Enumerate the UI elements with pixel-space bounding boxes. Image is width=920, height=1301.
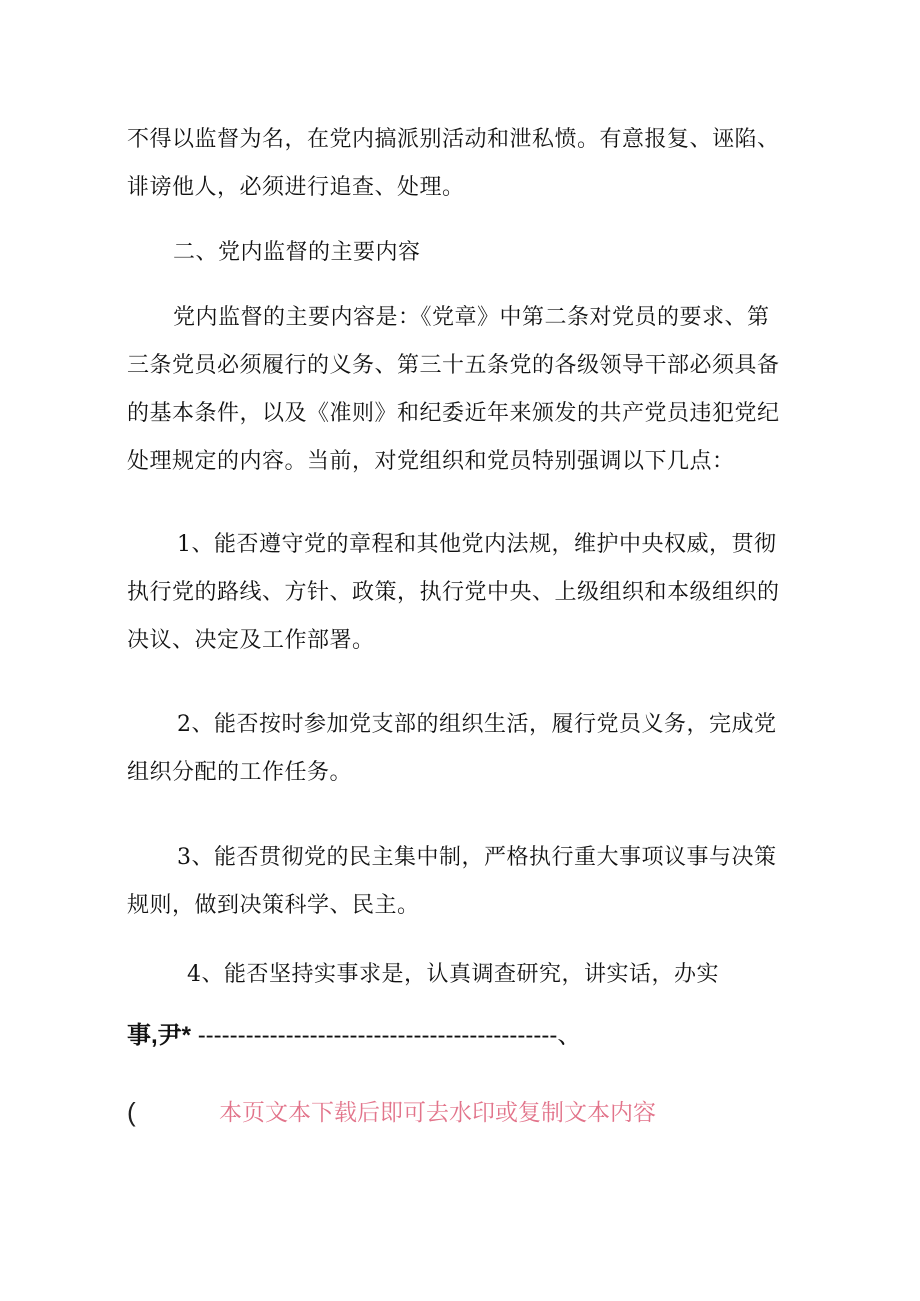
paragraph-line: 党内监督的主要内容是：《党章》中第二条对党员的要求、第	[173, 305, 770, 330]
watermark-text: 本页文本下载后即可去水印或复制文本内容	[219, 1099, 656, 1125]
paragraph-line: 处理规定的内容。当前，对党组织和党员特别强调以下几点：	[127, 449, 735, 474]
list-item-line: 组织分配的工作任务。	[127, 760, 353, 785]
paragraph-line: 的基本条件，以及《准则》和纪委近年来颁发的共产党员违犯党纪	[127, 401, 780, 426]
paragraph-line: 三条党员必须履行的义务、第三十五条党的各级领导干部必须具备	[127, 353, 780, 378]
tail-prefix: 事,尹*	[127, 1022, 192, 1049]
tail-dashes: ---------------------------------------------、	[197, 1022, 582, 1049]
list-item-line: 规则，做到决策科学、民主。	[127, 893, 420, 918]
list-item-line: 执行党的路线、方针、政策，执行党中央、上级组织和本级组织的	[127, 580, 780, 605]
list-item-line: 决议、决定及工作部署。	[127, 628, 375, 653]
list-item-tail	[127, 1021, 581, 1051]
paragraph-line: 诽谤他人，必须进行追查、处理。	[127, 175, 465, 200]
list-item-line: 2、能否按时参加党支部的组织生活，履行党员义务，完成党	[177, 712, 777, 737]
watermark-paren: (	[127, 1097, 136, 1127]
list-item-line: 1、能否遵守党的章程和其他党内法规，维护中央权威，贯彻	[177, 532, 777, 557]
section-heading: 二、党内监督的主要内容	[173, 240, 421, 265]
list-item-line: 3、能否贯彻党的民主集中制，严格执行重大事项议事与决策	[177, 845, 777, 870]
paragraph-line: 不得以监督为名，在党内搞派别活动和泄私愤。有意报复、诬陷、	[127, 127, 780, 152]
list-item-line: 4、能否坚持实事求是，认真调查研究，讲实话，办实	[187, 962, 719, 987]
